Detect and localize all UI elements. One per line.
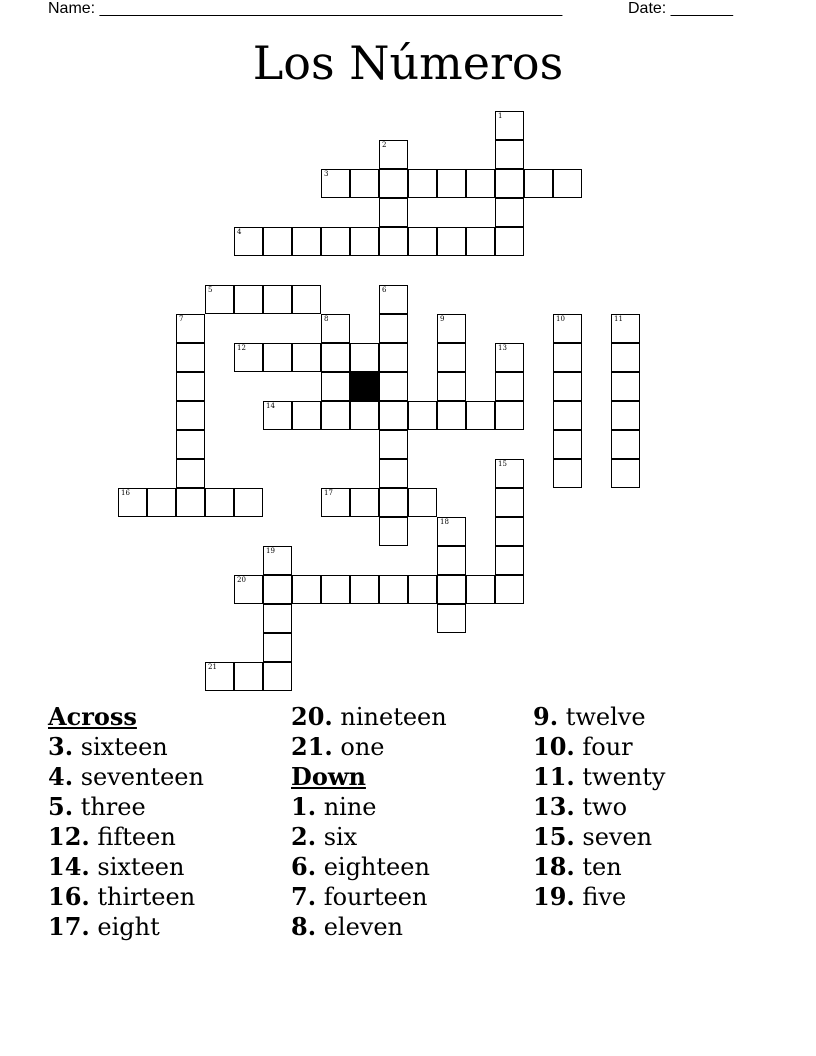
- clue-item: [291, 852, 531, 882]
- grid-cell[interactable]: [437, 575, 466, 604]
- grid-cell[interactable]: [350, 343, 379, 372]
- clue-text: two: [574, 793, 628, 821]
- grid-cell[interactable]: [495, 140, 524, 169]
- grid-cell[interactable]: [321, 575, 350, 604]
- grid-cell[interactable]: [321, 169, 350, 198]
- clue-text: twelve: [558, 703, 646, 731]
- clue-number-label: 11.: [533, 762, 575, 791]
- grid-cell[interactable]: [292, 285, 321, 314]
- clue-column-1: [48, 702, 288, 942]
- clue-text: fourteen: [316, 883, 428, 911]
- clue-item: [48, 732, 288, 762]
- clue-number-label: 4.: [48, 762, 74, 791]
- clue-number: 15: [498, 460, 507, 468]
- clue-item: [291, 732, 531, 762]
- grid-cell[interactable]: [321, 343, 350, 372]
- grid-cell[interactable]: [263, 604, 292, 633]
- grid-cell[interactable]: [553, 372, 582, 401]
- grid-cell[interactable]: [437, 169, 466, 198]
- grid-cell[interactable]: [495, 546, 524, 575]
- grid-cell[interactable]: [495, 517, 524, 546]
- clue-text: seventeen: [73, 763, 204, 791]
- grid-cell[interactable]: [263, 546, 292, 575]
- grid-cell[interactable]: [553, 430, 582, 459]
- grid-cell[interactable]: [437, 372, 466, 401]
- grid-cell[interactable]: [263, 227, 292, 256]
- grid-cell[interactable]: [495, 459, 524, 488]
- clue-text: three: [73, 793, 146, 821]
- clue-number: 11: [614, 315, 623, 323]
- clue-item: [48, 792, 288, 822]
- grid-cell[interactable]: [234, 227, 263, 256]
- grid-cell[interactable]: [495, 227, 524, 256]
- clue-item: [48, 852, 288, 882]
- clue-number: 13: [498, 344, 507, 352]
- grid-cell[interactable]: [553, 401, 582, 430]
- clue-text: ten: [574, 853, 622, 881]
- clue-item: [48, 822, 288, 852]
- grid-cell[interactable]: [292, 401, 321, 430]
- grid-cell[interactable]: [408, 401, 437, 430]
- clue-text: seven: [574, 823, 653, 851]
- clue-item: [533, 822, 773, 852]
- grid-cell[interactable]: [437, 227, 466, 256]
- clue-number: 7: [179, 315, 184, 323]
- grid-cell[interactable]: [292, 227, 321, 256]
- grid-cell[interactable]: [495, 575, 524, 604]
- clue-number: 18: [440, 518, 449, 526]
- clue-number-label: 21.: [291, 732, 333, 761]
- grid-cell[interactable]: [408, 488, 437, 517]
- clue-number: 5: [208, 286, 213, 294]
- grid-cell[interactable]: [495, 111, 524, 140]
- down-heading: Down: [291, 762, 366, 791]
- clue-text: one: [332, 733, 385, 761]
- grid-cell[interactable]: [350, 488, 379, 517]
- grid-cell[interactable]: [147, 488, 176, 517]
- clue-number: 14: [266, 402, 275, 410]
- grid-cell[interactable]: [350, 401, 379, 430]
- name-field[interactable]: Name: ____________________________________________________: [48, 0, 563, 17]
- clue-number-label: 19.: [533, 882, 575, 911]
- clue-item: [48, 882, 288, 912]
- clue-number-label: 18.: [533, 852, 575, 881]
- clue-item: [291, 822, 531, 852]
- grid-cell[interactable]: [379, 314, 408, 343]
- grid-cell[interactable]: [176, 430, 205, 459]
- grid-cell[interactable]: [379, 227, 408, 256]
- clue-number: 10: [556, 315, 565, 323]
- grid-cell[interactable]: [437, 546, 466, 575]
- clue-text: nine: [316, 793, 377, 821]
- clue-number-label: 20.: [291, 702, 333, 731]
- clue-item: [291, 882, 531, 912]
- grid-cell[interactable]: [263, 343, 292, 372]
- clue-item: [533, 852, 773, 882]
- grid-cell[interactable]: [321, 401, 350, 430]
- clue-number: 21: [208, 663, 217, 671]
- blocked-cell: [350, 372, 379, 401]
- clue-item: [533, 702, 773, 732]
- clue-number: 2: [382, 141, 387, 149]
- grid-cell[interactable]: [466, 401, 495, 430]
- grid-cell[interactable]: [234, 285, 263, 314]
- grid-cell[interactable]: [466, 575, 495, 604]
- grid-cell[interactable]: [495, 169, 524, 198]
- grid-cell[interactable]: [176, 488, 205, 517]
- grid-cell[interactable]: [176, 314, 205, 343]
- grid-cell[interactable]: [437, 517, 466, 546]
- clue-number: 19: [266, 547, 275, 555]
- grid-cell[interactable]: [611, 314, 640, 343]
- clue-number: 12: [237, 344, 246, 352]
- grid-cell[interactable]: [408, 169, 437, 198]
- clue-item: [533, 762, 773, 792]
- clue-text: thirteen: [89, 883, 196, 911]
- grid-cell[interactable]: [263, 285, 292, 314]
- grid-cell[interactable]: [350, 227, 379, 256]
- grid-cell[interactable]: [379, 517, 408, 546]
- clue-text: nineteen: [332, 703, 447, 731]
- clue-text: sixteen: [89, 853, 185, 881]
- grid-cell[interactable]: [379, 459, 408, 488]
- grid-cell[interactable]: [495, 488, 524, 517]
- clue-number: 17: [324, 489, 333, 497]
- clue-column-2: [291, 702, 531, 942]
- grid-cell[interactable]: [176, 401, 205, 430]
- grid-cell[interactable]: [379, 401, 408, 430]
- grid-cell[interactable]: [611, 459, 640, 488]
- page-title: Los Números: [252, 36, 564, 90]
- clue-number: 20: [237, 576, 246, 584]
- grid-cell[interactable]: [495, 198, 524, 227]
- down-clue-list-continued: [533, 702, 773, 912]
- grid-cell[interactable]: [234, 662, 263, 691]
- grid-cell[interactable]: [321, 372, 350, 401]
- clue-number-label: 14.: [48, 852, 90, 881]
- clue-number-label: 2.: [291, 822, 317, 851]
- clue-number: 6: [382, 286, 387, 294]
- grid-cell[interactable]: [234, 575, 263, 604]
- grid-cell[interactable]: [234, 343, 263, 372]
- clue-text: eighteen: [316, 853, 430, 881]
- clue-number: 3: [324, 170, 329, 178]
- grid-cell[interactable]: [437, 401, 466, 430]
- clue-text: eight: [89, 913, 160, 941]
- grid-cell[interactable]: [437, 314, 466, 343]
- grid-cell[interactable]: [205, 488, 234, 517]
- across-clue-list-continued: [291, 702, 531, 762]
- grid-cell[interactable]: [205, 285, 234, 314]
- grid-cell[interactable]: [350, 575, 379, 604]
- grid-cell[interactable]: [176, 343, 205, 372]
- grid-cell[interactable]: [379, 285, 408, 314]
- grid-cell[interactable]: [408, 575, 437, 604]
- across-clue-list: [48, 732, 288, 942]
- clue-number: 16: [121, 489, 130, 497]
- clue-number-label: 8.: [291, 912, 317, 941]
- grid-cell[interactable]: [292, 343, 321, 372]
- grid-cell[interactable]: [321, 227, 350, 256]
- clue-text: fifteen: [89, 823, 176, 851]
- clue-item: [533, 882, 773, 912]
- clue-text: five: [574, 883, 627, 911]
- grid-cell[interactable]: [379, 488, 408, 517]
- clue-item: [291, 702, 531, 732]
- down-clue-list: [291, 792, 531, 942]
- grid-cell[interactable]: [263, 633, 292, 662]
- clue-number-label: 5.: [48, 792, 74, 821]
- grid-cell[interactable]: [176, 459, 205, 488]
- grid-cell[interactable]: [553, 169, 582, 198]
- grid-cell[interactable]: [611, 401, 640, 430]
- grid-cell[interactable]: [495, 372, 524, 401]
- grid-cell[interactable]: [379, 575, 408, 604]
- grid-cell[interactable]: [553, 314, 582, 343]
- clue-number-label: 15.: [533, 822, 575, 851]
- clue-column-3: [533, 702, 773, 912]
- grid-cell[interactable]: [321, 314, 350, 343]
- clue-text: twenty: [574, 763, 666, 791]
- grid-cell[interactable]: [379, 169, 408, 198]
- grid-cell[interactable]: [176, 372, 205, 401]
- grid-cell[interactable]: [379, 198, 408, 227]
- clue-item: [533, 792, 773, 822]
- grid-cell[interactable]: [466, 227, 495, 256]
- grid-cell[interactable]: [321, 488, 350, 517]
- grid-cell[interactable]: [379, 140, 408, 169]
- clue-number-label: 13.: [533, 792, 575, 821]
- clue-item: [291, 912, 531, 942]
- clue-number-label: 1.: [291, 792, 317, 821]
- clue-number-label: 7.: [291, 882, 317, 911]
- clue-number-label: 10.: [533, 732, 575, 761]
- grid-cell[interactable]: [205, 662, 234, 691]
- grid-cell[interactable]: [292, 575, 321, 604]
- clue-number-label: 3.: [48, 732, 74, 761]
- grid-cell[interactable]: [263, 662, 292, 691]
- clue-item: [533, 732, 773, 762]
- date-field[interactable]: Date: _______: [628, 0, 733, 17]
- grid-cell[interactable]: [553, 343, 582, 372]
- grid-cell[interactable]: [611, 430, 640, 459]
- grid-cell[interactable]: [495, 401, 524, 430]
- grid-cell[interactable]: [379, 372, 408, 401]
- grid-cell[interactable]: [524, 169, 553, 198]
- grid-cell[interactable]: [263, 401, 292, 430]
- clue-number: 9: [440, 315, 445, 323]
- grid-cell[interactable]: [379, 430, 408, 459]
- across-heading: Across: [48, 702, 137, 731]
- clue-number-label: 17.: [48, 912, 90, 941]
- grid-cell[interactable]: [379, 343, 408, 372]
- grid-cell[interactable]: [553, 459, 582, 488]
- grid-cell[interactable]: [118, 488, 147, 517]
- grid-cell[interactable]: [408, 227, 437, 256]
- grid-cell[interactable]: [466, 169, 495, 198]
- clue-number: 1: [498, 112, 503, 120]
- clue-item: [48, 762, 288, 792]
- grid-cell[interactable]: [437, 343, 466, 372]
- grid-cell[interactable]: [263, 575, 292, 604]
- clue-number-label: 6.: [291, 852, 317, 881]
- clue-text: eleven: [316, 913, 403, 941]
- grid-cell[interactable]: [234, 488, 263, 517]
- clue-item: [48, 912, 288, 942]
- grid-cell[interactable]: [350, 169, 379, 198]
- grid-cell[interactable]: [611, 372, 640, 401]
- grid-cell[interactable]: [495, 343, 524, 372]
- grid-cell[interactable]: [437, 604, 466, 633]
- grid-cell[interactable]: [611, 343, 640, 372]
- clue-text: sixteen: [73, 733, 168, 761]
- clue-item: [291, 792, 531, 822]
- clue-number-label: 12.: [48, 822, 90, 851]
- clue-number-label: 9.: [533, 702, 559, 731]
- clue-number-label: 16.: [48, 882, 90, 911]
- clue-number: 4: [237, 228, 242, 236]
- clue-number: 8: [324, 315, 329, 323]
- clue-text: four: [574, 733, 633, 761]
- clue-text: six: [316, 823, 358, 851]
